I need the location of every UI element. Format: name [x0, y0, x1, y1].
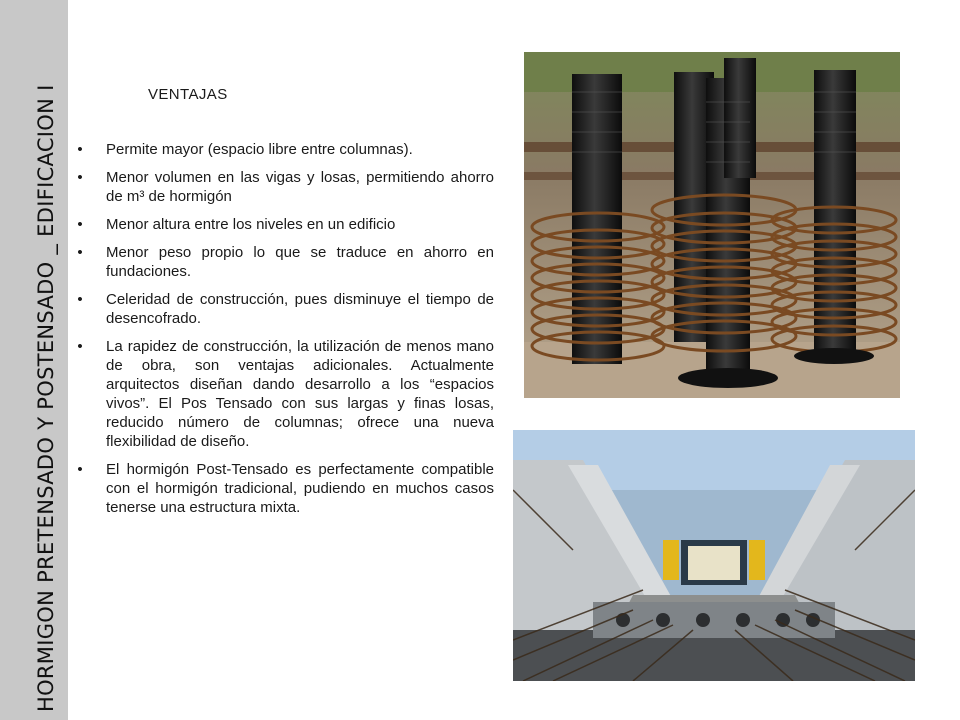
list-item-text: Menor altura entre los niveles en un edificio [106, 216, 396, 233]
bullet-icon: • [77, 291, 83, 308]
bullet-icon: • [77, 338, 83, 355]
list-item [74, 290, 494, 328]
list-item-text: El hormigón Post-Tensado es perfectamente compatible con el hormigón tradicional, pudiendo en muchos casos tenerse una estructura mixta. [106, 461, 494, 516]
sidebar-vertical-title: HORMIGON PRETENSADO Y POSTENSADO _ EDIFICACION I [34, 84, 58, 712]
list-item-text: Menor peso propio lo que se traduce en ahorro en fundaciones. [106, 244, 494, 280]
list-item [74, 337, 494, 451]
list-item [74, 140, 494, 159]
bullet-icon: • [77, 244, 83, 261]
list-item-text: Menor volumen en las vigas y losas, permitiendo ahorro de m³ de hormigón [106, 169, 494, 205]
bullet-icon: • [77, 216, 83, 233]
list-item [74, 243, 494, 281]
list-item [74, 215, 494, 234]
photo-post-tension-anchors [524, 52, 900, 398]
slide-heading: VENTAJAS [148, 86, 228, 103]
bullet-icon: • [77, 461, 83, 478]
list-item-text: Permite mayor (espacio libre entre columnas). [106, 141, 413, 158]
bullet-icon: • [77, 141, 83, 158]
list-item [74, 460, 494, 517]
list-item [74, 168, 494, 206]
list-item-text: Celeridad de construcción, pues disminuye el tiempo de desencofrado. [106, 291, 494, 327]
photo-box-girder-segment [513, 430, 915, 681]
list-item-text: La rapidez de construcción, la utilización de menos mano de obra, son ventajas adicionales. Actualmente arquitectos diseñan dando desarrollo a los “espacios vivos”. El Pos Tensado con sus largas y finas losas, reducido número de columnas; ofrece una nueva flexibilidad de diseño. [106, 338, 494, 450]
bullet-icon: • [77, 169, 83, 186]
advantages-list [74, 140, 494, 526]
